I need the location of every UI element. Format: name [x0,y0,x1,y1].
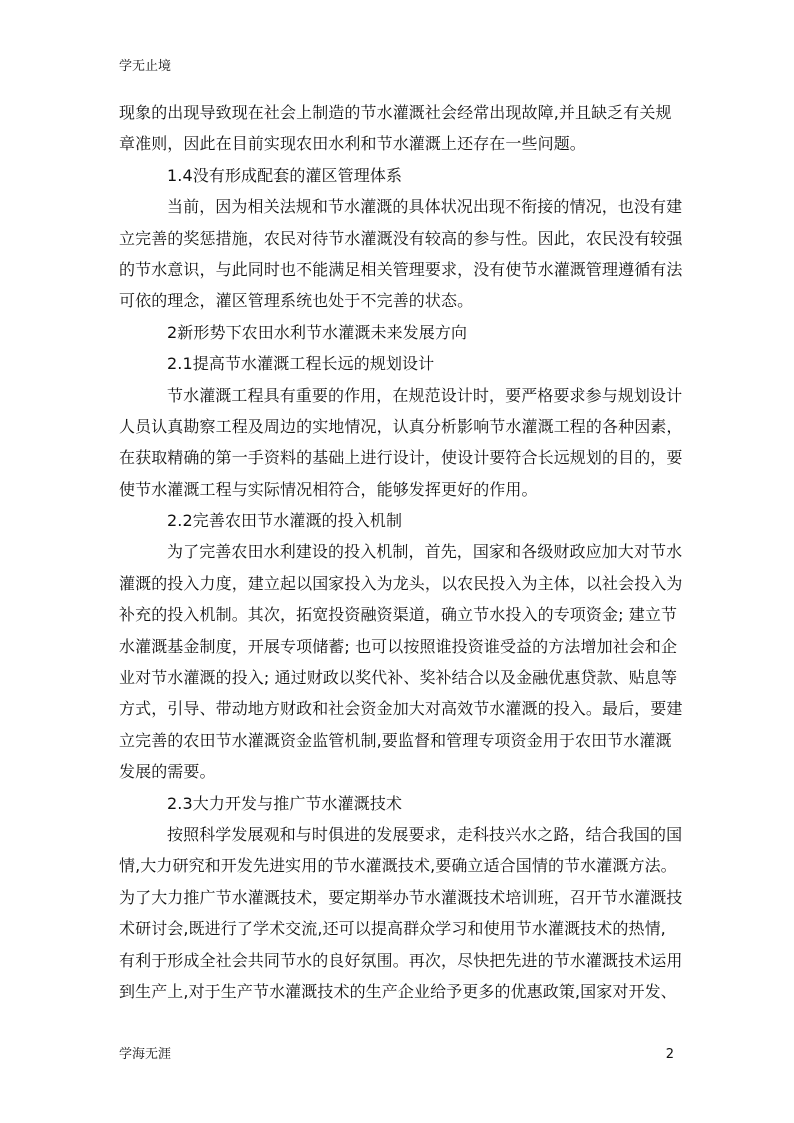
page-header: 学无止境 [119,59,172,74]
text-line: 水灌溉基金制度，开展专项储蓄; 也可以按照谁投资谁受益的方法增加社会和企 [119,636,678,656]
text-line: 立完善的农田节水灌溉资金监管机制,要监督和管理专项资金用于农田节水灌溉 [119,730,672,750]
text-line: 可依的理念，灌区管理系统也处于不完善的状态。 [119,291,474,311]
text-line: 2.1提高节水灌溉工程长远的规划设计 [167,354,435,374]
document-body [119,97,683,1007]
text-line: 的节水意识，与此同时也不能满足相关管理要求，没有使节水灌溉管理遵循有法 [119,259,683,279]
text-line: 2.2完善农田节水灌溉的投入机制 [167,511,403,531]
text-line: 使节水灌溉工程与实际情况相符合，能够发挥更好的作用。 [119,479,538,499]
text-line: 立完善的奖惩措施，农民对待节水灌溉没有较高的参与性。因此，农民没有较强 [119,228,683,248]
text-line: 2新形势下农田水利节水灌溉未来发展方向 [167,322,468,342]
text-line: 方式，引导、带动地方财政和社会资金加大对高效节水灌溉的投入。最后，要建 [119,699,683,719]
text-line: 到生产上,对于生产节水灌溉技术的生产企业给予更多的优惠政策,国家对开发、 [119,981,677,1001]
text-line: 发展的需要。 [119,762,216,782]
text-line: 业对节水灌溉的投入; 通过财政以奖代补、奖补结合以及金融优惠贷款、贴息等 [119,668,678,688]
text-line: 为了完善农田水利建设的投入机制，首先，国家和各级财政应加大对节水 [167,542,683,562]
text-line: 在获取精确的第一手资料的基础上进行设计，使设计要符合长远规划的目的，要 [119,448,683,468]
text-line: 现象的出现导致现在社会上制造的节水灌溉社会经常出现故障,并且缺乏有关规 [119,103,672,122]
text-line: 节水灌溉工程具有重要的作用，在规范设计时，要严格要求参与规划设计 [167,385,683,405]
text-line: 2.3大力开发与推广节水灌溉技术 [167,793,403,813]
text-line: 灌溉的投入力度，建立起以国家投入为龙头，以农民投入为主体，以社会投入为 [119,573,683,593]
text-line: 术研讨会,既进行了学术交流,还可以提高群众学习和使用节水灌溉技术的热情, [119,919,666,939]
text-line: 为了大力推广节水灌溉技术，要定期举办节水灌溉技术培训班，召开节水灌溉技 [119,887,683,907]
text-line: 当前，因为相关法规和节水灌溉的具体状况出现不衔接的情况，也没有建 [167,197,683,217]
page-number: 2 [665,1047,674,1062]
text-line: 有利于形成全社会共同节水的良好氛围。再次，尽快把先进的节水灌溉技术运用 [119,950,683,970]
text-line: 按照科学发展观和与时俱进的发展要求，走科技兴水之路，结合我国的国 [167,824,683,844]
page-footer-text: 学海无涯 [119,1047,172,1062]
text-line: 1.4没有形成配套的灌区管理体系 [167,165,403,185]
text-line: 情,大力研究和开发先进实用的节水灌溉技术,要确立适合国情的节水灌溉方法。 [119,856,677,876]
text-line: 人员认真勘察工程及周边的实地情况，认真分析影响节水灌溉工程的各种因素， [119,416,683,436]
text-line: 补充的投入机制。其次，拓宽投资融资渠道，确立节水投入的专项资金; 建立节 [119,605,678,625]
text-line: 章准则，因此在目前实现农田水利和节水灌溉上还存在一些问题。 [119,134,586,154]
